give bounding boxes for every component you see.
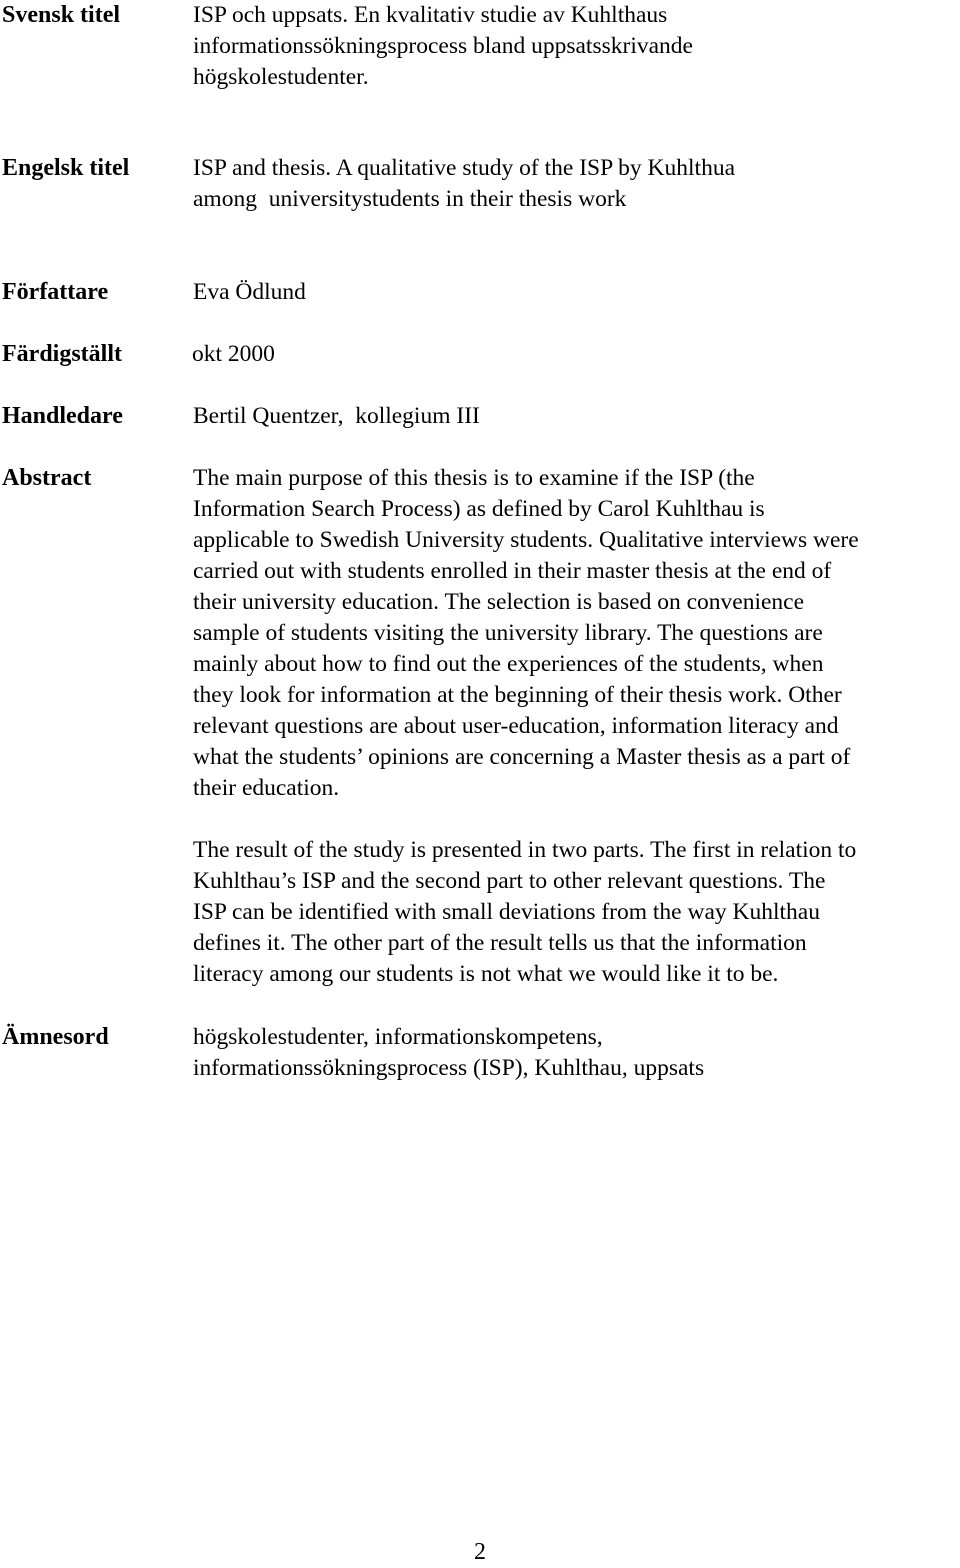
text-line: The result of the study is presented in two parts. The first in relation to: [193, 837, 857, 863]
text-line: The main purpose of this thesis is to examine if the ISP (the: [193, 465, 755, 491]
supervisor-value: Bertil Quentzer, kollegium III: [193, 403, 480, 429]
field-label: Abstract: [2, 465, 92, 491]
field-label: Svensk titel: [2, 2, 121, 28]
text-line: ISP can be identified with small deviations from the way Kuhlthau: [193, 899, 820, 925]
keywords-value: [193, 1022, 960, 1084]
swedish-title-value: [193, 0, 960, 93]
text-line: literacy among our students is not what we would like it to be.: [193, 961, 779, 987]
field-label: Ämnesord: [2, 1024, 109, 1050]
field-label: Färdigställt: [2, 341, 122, 367]
text-line: informationssökningsprocess (ISP), Kuhlthau, uppsats: [193, 1055, 705, 1081]
author-value: Eva Ödlund: [193, 279, 306, 305]
text-line: Information Search Process) as defined by Carol Kuhlthau is: [193, 496, 765, 522]
page-number: 2: [474, 1539, 486, 1565]
abstract-paragraph-2: [193, 835, 960, 990]
text-line: their university education. The selection is based on convenience: [193, 589, 805, 615]
text-line: they look for information at the beginning of their thesis work. Other: [193, 682, 842, 708]
text-line: informationssökningsprocess bland uppsatsskrivande: [193, 33, 693, 59]
text-line: högskolestudenter, informationskompetens,: [193, 1024, 603, 1050]
text-line: applicable to Swedish University students. Qualitative interviews were: [193, 527, 859, 553]
text-line: carried out with students enrolled in their master thesis at the end of: [193, 558, 832, 584]
completed-value: okt 2000: [192, 341, 275, 367]
field-label: Handledare: [2, 403, 123, 429]
text-line: ISP and thesis. A qualitative study of the ISP by Kuhlthua: [193, 155, 736, 181]
text-line: among universitystudents in their thesis work: [193, 186, 627, 212]
text-line: ISP och uppsats. En kvalitativ studie av Kuhlthaus: [193, 2, 668, 28]
text-line: Kuhlthau’s ISP and the second part to other relevant questions. The: [193, 868, 826, 894]
field-label: Författare: [2, 279, 109, 305]
text-line: what the students’ opinions are concerning a Master thesis as a part of: [193, 744, 851, 770]
text-line: högskolestudenter.: [193, 64, 369, 90]
text-line: relevant questions are about user-education, information literacy and: [193, 713, 839, 739]
text-line: their education.: [193, 775, 340, 801]
abstract-paragraph-1: [193, 463, 960, 804]
field-label: Engelsk titel: [2, 155, 130, 181]
english-title-value: [193, 153, 960, 215]
text-line: sample of students visiting the university library. The questions are: [193, 620, 823, 646]
abstract-body: [193, 463, 960, 990]
text-line: mainly about how to find out the experiences of the students, when: [193, 651, 824, 677]
text-line: defines it. The other part of the result tells us that the information: [193, 930, 807, 956]
